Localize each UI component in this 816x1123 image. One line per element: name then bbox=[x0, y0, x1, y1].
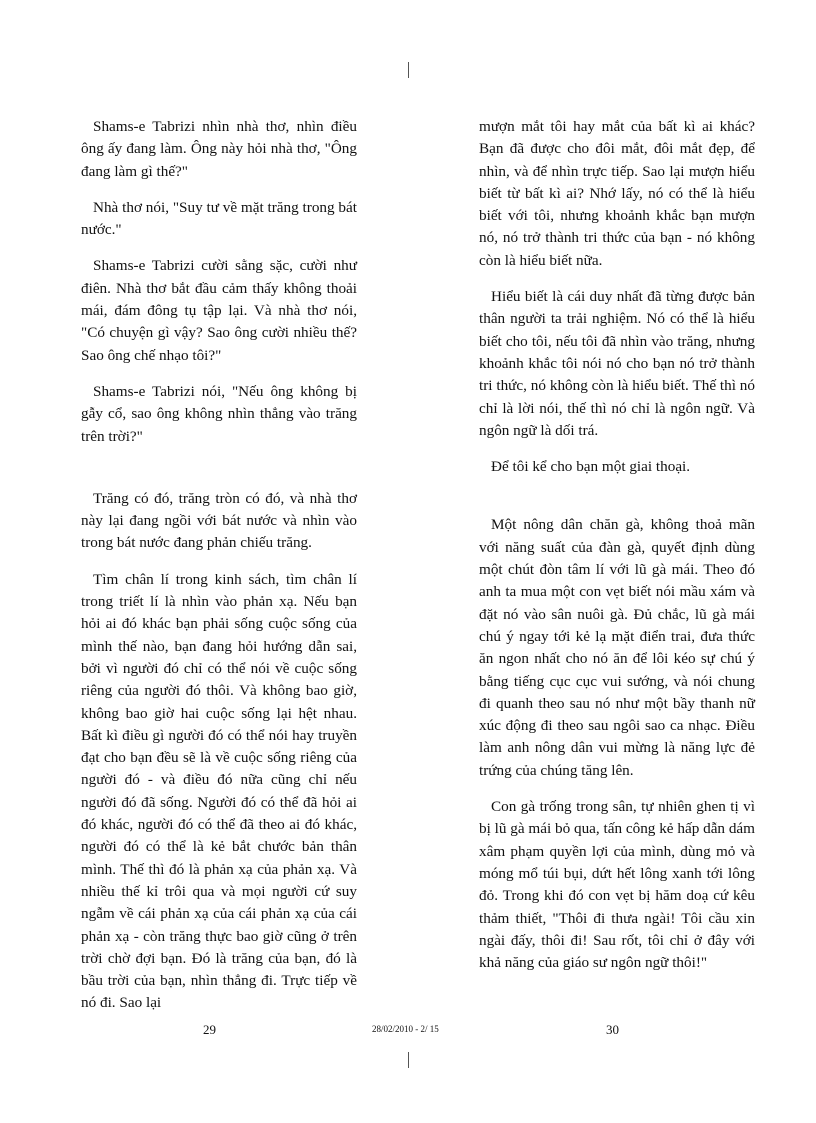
paragraph: Trăng có đó, trăng tròn có đó, và nhà thơ này lại đang ngồi với bát nước và nhìn vào trong bát nước đang phản chiếu trăng. bbox=[81, 489, 357, 552]
date-stamp: 28/02/2010 - 2/ 15 bbox=[372, 1024, 439, 1034]
paragraph: Nhà thơ nói, "Suy tư về mặt trăng trong bát nước." bbox=[81, 198, 357, 239]
paragraph: Shams-e Tabrizi nhìn nhà thơ, nhìn điều ông ấy đang làm. Ông này hỏi nhà thơ, "Ông đang làm gì thế?" bbox=[81, 118, 357, 180]
right-page-column bbox=[479, 116, 755, 974]
paragraph: Để tôi kể cho bạn một giai thoại. bbox=[491, 458, 691, 476]
paragraph: Shams-e Tabrizi nói, "Nếu ông không bị gẫy cổ, sao ông không nhìn thẳng vào trăng trên trời?" bbox=[81, 382, 357, 445]
section-break bbox=[81, 448, 357, 488]
center-crop-mark-bottom bbox=[408, 1052, 409, 1068]
paragraph: Một nông dân chăn gà, không thoả mãn với năng suất của đàn gà, quyết định dùng một chút đòn tâm lí với lũ gà mái. Theo đó anh ta mua một con vẹt biết nói mầu xám và đặt nó vào sân nuôi gà. Đủ chắc, lũ gà mái chú ý ngay tới kẻ lạ mặt điển trai, đưa thức ăn ngon nhất cho nó ăn để lôi kéo sự chú ý bằng tiếng cục cục vui sướng, và nói chung đi quanh theo sau nó như một bầy thanh nữ xúc động đi theo sau ngôi sao ca nhạc. Điều làm anh nông dân vui mừng là năng lực đẻ trứng của chúng tăng lên. bbox=[479, 516, 755, 779]
right-page-number: 30 bbox=[606, 1022, 619, 1037]
left-page-column bbox=[81, 116, 357, 1015]
paragraph: Tìm chân lí trong kinh sách, tìm chân lí trong triết lí là nhìn vào phản xạ. Nếu bạn hỏi ai đó khác bạn phải sống cuộc sống của mình thế nào, bạn đang hỏi hướng dẫn sai, bởi vì người đó chỉ có thể nói về cuộc sống riêng của người đó thôi. Và không bao giờ, không bao giờ hai cuộc sống lại hệt nhau. Bất kì điều gì người đó có thể nói hay truyền đạt cho bạn đều sẽ là về cuộc sống riêng của người đó - và điều đó nữa cũng chỉ nếu người đó đã sống. Người đó có thể đã hỏi ai đó khác, người đó có thể đã theo ai đó khác, người đó có thể là kẻ bắt chước bản thân mình. Thế thì đó là phản xạ của phản xạ. Và nhiều thế kỉ trôi qua và mọi người cứ suy ngẫm về cái phản xạ của cái phản xạ của cái phản xạ - còn trăng thực bao giờ cũng ở trên trời chờ đợi bạn. Đó là trăng của bạn, đó là bầu trời của bạn, nhìn thẳng đi. Trực tiếp về nó đi. Sao lại bbox=[81, 570, 357, 1012]
paragraph: Shams-e Tabrizi cười sằng sặc, cười như điên. Nhà thơ bắt đầu cảm thấy không thoải mái, đám đông tụ tập lại. Và nhà thơ nói, "Có chuyện gì vậy? Sao ông cười nhiều thế? Sao ông chế nhạo tôi?" bbox=[81, 257, 357, 364]
section-break bbox=[479, 478, 755, 514]
paragraph: mượn mắt tôi hay mắt của bất kì ai khác? Bạn đã được cho đôi mắt, đôi mắt đẹp, để nhìn, và để nhìn trực tiếp. Sao lại mượn hiểu biết từ bất kì ai? Nhớ lấy, nó có thể là hiểu biết với tôi, nhưng khoảnh khắc bạn mượn nó, nó trở thành tri thức của bạn - nó không còn là hiểu biết nữa. bbox=[479, 118, 755, 269]
left-page-number: 29 bbox=[203, 1022, 216, 1037]
center-crop-mark-top bbox=[408, 62, 409, 78]
paragraph: Con gà trống trong sân, tự nhiên ghen tị vì bị lũ gà mái bỏ qua, tấn công kẻ hấp dẫn dám xâm phạm quyền lợi của mình, dùng mỏ và móng mổ túi bụi, dứt hết lông xanh tới lông đỏ. Trong khi đó con vẹt bị hăm doạ cứ kêu thảm thiết, "Thôi đi thưa ngài! Tôi cầu xin ngài đấy, thôi đi! Sau rốt, tôi chỉ ở đây với khả năng của giáo sư ngôn ngữ thôi!" bbox=[479, 798, 755, 972]
paragraph: Hiểu biết là cái duy nhất đã từng được bản thân người ta trải nghiệm. Nó có thể là hiểu biết cho tôi, nếu tôi đã nhìn vào trăng, nhưng khoảnh khắc tôi nói nó cho bạn nó trở thành tri thức, nó không còn là hiểu biết. Thế thì nó chỉ là lời nói, thế thì nó chỉ là ngôn ngữ. Và ngôn ngữ là dối trá. bbox=[479, 288, 755, 439]
